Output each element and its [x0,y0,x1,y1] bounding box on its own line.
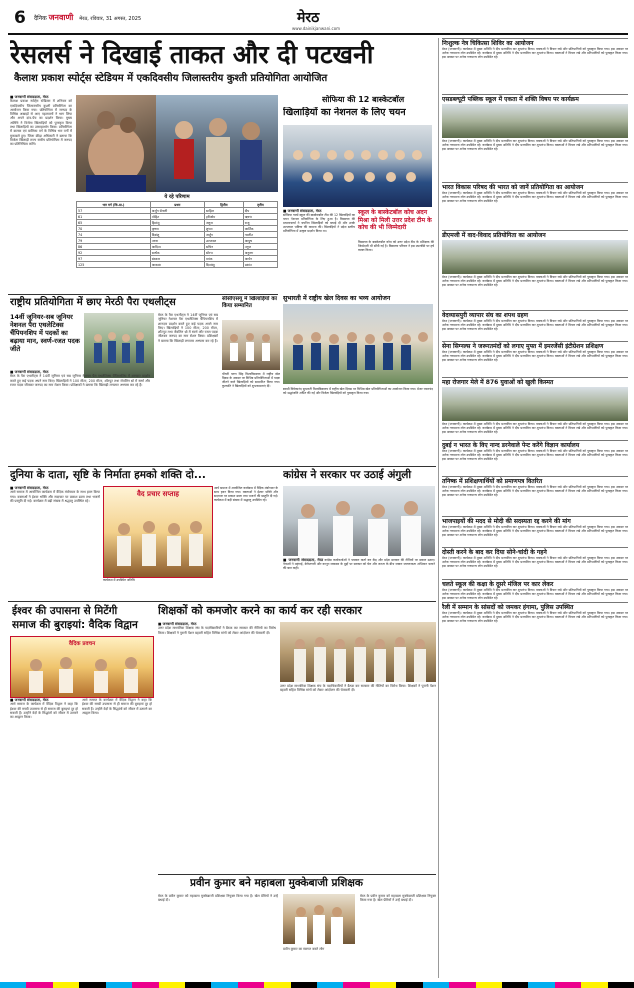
basket-side-headline: स्कूल के बास्केटबॉल कोच अदन मिश्रा को मिली उत्तर प्रदेश टीम के कोच की भी जिम्मेदारी [358,209,432,231]
results-cell: सचिन [204,244,243,250]
results-cell: साहिल [204,208,243,214]
colorbar-swatch [370,982,396,988]
praveen-caption: प्रवीन कुमार का स्वागत करते लोग [283,947,325,951]
right-column-divider [438,38,439,978]
results-column-header: प्रथम [150,202,204,208]
brand-block [34,12,141,23]
creator-body-3 [214,486,278,598]
results-cell: 65 [77,220,151,226]
results-cell: राजू [243,220,277,226]
right-story-body: मेरठ (जनवाणी): कार्यक्रम में मुख्य अतिथि ने दीप प्रज्वलित कर शुभारंभ किया। वक्ताओं ने विचार रखे और प्रतिभागियों को पुरस्कृत किया गया। इस अवसर पर अनेक गणमान्य लोग उपस्थित रहे। कार्यक्रम में मुख्य अतिथि ने दीप प्रज्वलित कर शुभारंभ किया। वक्ताओं ने विचार रखे और प्रतिभागियों को पुरस्कृत किया गया। इस अवसर पर अनेक गणमान्य लोग उपस्थित रहे। [442,449,628,462]
brand-name: जनवाणी [48,13,74,22]
sportsday-body: स्वामी विवेकानंद सुभारती विश्वविद्यालय में राष्ट्रीय खेल दिवस पर विभिन्न खेल प्रतियोगिताओं का आयोजन किया गया। मेजर ध्यानचंद को श्रद्धांजलि अर्पित की गई और विजेता खिलाड़ियों को पुरस्कृत किया गया। [283,387,433,396]
right-story [442,516,628,548]
creator-caption: कार्यक्रम में उपस्थित अतिथि [103,578,135,582]
results-cell: हिमांशु [150,220,204,226]
athletics-text: मेरठ के पैरा एथलीट्स ने 14वीं जूनियर एवं सब जूनियर नेशनल पैरा एथलेटिक्स चैंपियनशिप में शानदार प्रदर्शन करते हुए कई पदक अपने नाम किए। खिलाड़ियों ने 100 मीटर, 200 मीटर, शॉटपुट तथा जेवलिन थ्रो में स्वर्ण और रजत पदक जीतकर जनपद का नाम रोशन किया। प्रशिक्षकों ने बताया कि खिलाड़ी लगातार अभ्यास कर रहे हैं। [10,374,150,387]
results-body [77,208,278,268]
right-story-headline: तनिष्क में प्रशिक्षणार्थियों को प्रमाणपत्र वितरित [442,477,543,485]
results-cell: दिव्यांशु [204,262,243,268]
creator-ad-heading: वैद प्रचार सप्ताह [137,490,179,498]
right-story [442,94,628,182]
results-cell: 125 [77,262,151,268]
god-text: आर्य समाज के कार्यक्रम में वैदिक विद्वान ने कहा कि ईश्वर की सच्ची उपासना से ही समाज की बुराइयां दूर हो सकती हैं। उन्होंने वेदों के सिद्धांतों को जीवन में उतारने का आह्वान किया। [10,702,78,720]
colorbar-swatch [211,982,237,988]
creator-body-2 [103,578,211,600]
results-table-box [76,194,278,292]
results-cell: अनुज [204,220,243,226]
results-cell: आदित्य [150,244,204,250]
right-story [442,230,628,310]
colorbar-swatch [581,982,607,988]
felicitation-photo [222,320,280,370]
right-story [442,341,628,377]
results-cell: प्रशांत [243,262,277,268]
dateline: मेरठ, रविवार, 31 अगस्त, 2025 [79,16,142,22]
right-story [442,476,628,516]
lead-body [10,95,72,292]
right-story-body: मेरठ (जनवाणी): कार्यक्रम में मुख्य अतिथि ने दीप प्रज्वलित कर शुभारंभ किया। वक्ताओं ने विचार रखे और प्रतिभागियों को पुरस्कृत किया गया। इस अवसर पर अनेक गणमान्य लोग उपस्थित रहे। कार्यक्रम में मुख्य अतिथि ने दीप प्रज्वलित कर शुभारंभ किया। वक्ताओं ने विचार रखे और प्रतिभागियों को पुरस्कृत किया गया। इस अवसर पर अनेक गणमान्य लोग उपस्थित रहे। [442,318,628,331]
right-story [442,38,628,94]
colorbar-swatch [106,982,132,988]
results-cell: हरिओम [204,214,243,220]
basket-body [283,209,355,291]
felicitation-body: चौधरी चरण सिंह विश्वविद्यालय में राष्ट्रीय खेल दिवस के अवसर पर विभिन्न प्रतियोगिताओं में पदक जीतने वाले खिलाड़ियों को सम्मानित किया गया। कुलपति ने खिलाड़ियों को शुभकामनाएं दीं। [222,372,280,389]
right-story-photo [442,104,628,138]
congress-body [283,558,435,600]
brand-prefix: दैनिक [34,15,47,22]
basketball-team-photo [283,125,432,207]
colorbar-swatch [476,982,502,988]
right-story-headline: वेदव्यासपुरी व्यापार संघ का शपथ ग्रहण [442,311,529,319]
sports-crowd-icon [283,304,433,384]
praveen-body-2 [360,894,436,974]
right-story-headline: रैली में सम्मान के सांसदों को जमकर हंगामा, पुलिस उपस्थित [442,603,574,611]
results-column-header: भार वर्ग (कि.ग्रा.) [77,202,151,208]
results-table [76,201,278,268]
lead-byline: ■ जनवाणी संवाददाता, मेरठ [10,95,49,99]
teachers-body [158,622,276,772]
congress-byline: ■ जनवाणी संवाददाता, मेरठ [283,558,324,562]
masthead-rule [8,33,628,35]
right-story [442,579,628,602]
god-headline-2: समाज की बुराइयां: वैदिक विद्वान [12,619,138,631]
wrestling-photo-2 [156,95,278,192]
colorbar-swatch [185,982,211,988]
athletics-body-2 [158,313,218,463]
basket-kicker: सोफिया की 12 बास्केटबॉल [322,95,405,104]
congress-text: कांग्रेस कार्यकर्ताओं ने पत्रकार वार्ता कर केंद्र और प्रदेश सरकार की नीतियों पर सवाल उठाए। नेताओं ने महंगाई, बेरोजगारी और कानून व्यवस्था के मुद्दों पर सरकार को घेरा और जनता के बीच जाकर जागरूकता अभियान चलाने की बात कही। [283,558,435,571]
results-cell: ऋषभ [243,214,277,220]
lead-subhead: कैलाश प्रकाश स्पोर्ट्स स्टेडियम में एकदिवसीय जिलास्तरीय कुश्ती प्रतियोगिता आयोजित [14,73,328,84]
god-body [10,698,78,838]
results-cell: 79 [77,238,151,244]
god-banner-text: वैदिक प्रवचन [68,641,96,647]
results-cell: तनुज [243,244,277,250]
results-cell: तरुण [150,238,204,244]
sportsday-headline: सुभारती में राष्ट्रीय खेल दिवस का भव्य आयोजन [283,295,391,302]
right-story [442,440,628,476]
right-story-body: मेरठ (जनवाणी): कार्यक्रम में मुख्य अतिथि ने दीप प्रज्वलित कर शुभारंभ किया। वक्ताओं ने विचार रखे और प्रतिभागियों को पुरस्कृत किया गया। इस अवसर पर अनेक गणमान्य लोग उपस्थित रहे। कार्यक्रम में मुख्य अतिथि ने दीप प्रज्वलित कर शुभारंभ किया। वक्ताओं ने विचार रखे और प्रतिभागियों को पुरस्कृत किया गया। इस अवसर पर अनेक गणमान्य लोग उपस्थित रहे। [442,139,628,152]
praveen-body [158,894,278,974]
creator-text-2: आर्य समाज में आयोजित कार्यक्रम में वैदिक मंत्रोच्चार के साथ हवन किया गया। वक्ताओं ने ईश्वर भक्ति और सदाचार पर प्रकाश डाला तथा भजनों की प्रस्तुति दी गई। कार्यक्रम में बड़ी संख्या में श्रद्धालु उपस्थित रहे। [214,486,278,503]
colorbar-swatch [528,982,554,988]
right-story-body: मेरठ (जनवाणी): कार्यक्रम में मुख्य अतिथि ने दीप प्रज्वलित कर शुभारंभ किया। वक्ताओं ने विचार रखे और प्रतिभागियों को पुरस्कृत किया गया। इस अवसर पर अनेक गणमान्य लोग उपस्थित रहे। कार्यक्रम में मुख्य अतिथि ने दीप प्रज्वलित कर शुभारंभ किया। वक्ताओं ने विचार रखे और प्रतिभागियों को पुरस्कृत किया गया। इस अवसर पर अनेक गणमान्य लोग उपस्थित रहे। [442,556,628,569]
colorbar-swatch [502,982,528,988]
colorbar-swatch [608,982,634,988]
athletics-text-2: मेरठ के पैरा एथलीट्स ने 14वीं जूनियर एवं सब जूनियर नेशनल पैरा एथलेटिक्स चैंपियनशिप में शानदार प्रदर्शन करते हुए कई पदक अपने नाम किए। खिलाड़ियों ने 100 मीटर, 200 मीटर, शॉटपुट तथा जेवलिन थ्रो में स्वर्ण और रजत पदक जीतकर जनपद का नाम रोशन किया। प्रशिक्षकों ने बताया कि खिलाड़ी लगातार अभ्यास कर रहे हैं। [158,313,218,343]
colorbar-swatch [423,982,449,988]
god-text-2: आर्य समाज के कार्यक्रम में वैदिक विद्वान ने कहा कि ईश्वर की सच्ची उपासना से ही समाज की बुराइयां दूर हो सकती हैं। उन्होंने वेदों के सिद्धांतों को जीवन में उतारने का आह्वान किया। [82,698,152,715]
results-column-header: द्वितीय [204,202,243,208]
results-cell: अर्जुन सैनानी [150,208,204,214]
right-story-body: मेरठ (जनवाणी): कार्यक्रम में मुख्य अतिथि ने दीप प्रज्वलित कर शुभारंभ किया। वक्ताओं ने विचार रखे और प्रतिभागियों को पुरस्कृत किया गया। इस अवसर पर अनेक गणमान्य लोग उपस्थित रहे। कार्यक्रम में मुख्य अतिथि ने दीप प्रज्वलित कर शुभारंभ किया। वक्ताओं ने विचार रखे और प्रतिभागियों को पुरस्कृत किया गया। इस अवसर पर अनेक गणमान्य लोग उपस्थित रहे। [442,484,628,498]
sportsday-photo [283,304,433,384]
right-story-body: मेरठ (जनवाणी): कार्यक्रम में मुख्य अतिथि ने दीप प्रज्वलित कर शुभारंभ किया। वक्ताओं ने विचार रखे और प्रतिभागियों को पुरस्कृत किया गया। इस अवसर पर अनेक गणमान्य लोग उपस्थित रहे। कार्यक्रम में मुख्य अतिथि ने दीप प्रज्वलित कर शुभारंभ किया। वक्ताओं ने विचार रखे और प्रतिभागियों को पुरस्कृत किया गया। इस अवसर पर अनेक गणमान्य लोग उपस्थित रहे। [442,47,628,60]
right-story-body: मेरठ (जनवाणी): कार्यक्रम में मुख्य अतिथि ने दीप प्रज्वलित कर शुभारंभ किया। वक्ताओं ने विचार रखे और प्रतिभागियों को पुरस्कृत किया गया। इस अवसर पर अनेक गणमान्य लोग उपस्थित रहे। कार्यक्रम में मुख्य अतिथि ने दीप प्रज्वलित कर शुभारंभ किया। वक्ताओं ने विचार रखे और प्रतिभागियों को पुरस्कृत किया गया। इस अवसर पर अनेक गणमान्य लोग उपस्थित रहे। [442,421,628,435]
athletics-byline: ■ जनवाणी संवाददाता, मेरठ [10,370,49,374]
creator-rule [8,466,436,467]
colorbar-swatch [0,982,26,988]
congress-headline: कांग्रेस ने सरकार पर उठाई अंगुली [283,469,412,481]
athletics-headline: राष्ट्रीय प्रतियोगिता में छाए मेरठी पैरा एथलीट्स [10,297,176,308]
colorbar-swatch [132,982,158,988]
teachers-byline: ■ जनवाणी संवाददाता, मेरठ [158,622,197,626]
right-story [442,602,628,629]
results-cell: दीप [243,208,277,214]
wrestlers-figure-icon [76,95,156,192]
right-story-headline: निःशुल्क नेत्र चिकित्सा शिविर का आयोजन [442,40,534,47]
registration-colorbar [0,982,634,988]
basket-headline: खिलाड़ियों का नेशनल के लिए चयन [283,107,406,118]
creator-headline: दुनिया के दाता, सृष्टि के निर्माता हमको शक्ति दो... [10,469,206,481]
colorbar-swatch [159,982,185,988]
right-story-photo [442,240,628,274]
right-story-headline: दुबई न भारत के विए नान्द डरनेवाले पेन्ट करेंगे विज्ञान कार्यालय [442,442,580,450]
results-cell: दिवांशु [150,232,204,238]
basket-side-body: विद्यालय के बास्केटबॉल कोच को उत्तर प्रदेश टीम के प्रशिक्षक की जिम्मेदारी भी सौंपी गई है। विद्यालय परिवार ने इस उपलब्धि पर हर्ष व्यक्त किया। [358,240,434,253]
felicitation-headline: सीसीएसयू में खिलाड़ियों का किया सम्मानित [222,296,277,309]
right-story [442,377,628,440]
right-story-body: मेरठ (जनवाणी): कार्यक्रम में मुख्य अतिथि ने दीप प्रज्वलित कर शुभारंभ किया। वक्ताओं ने विचार रखे और प्रतिभागियों को पुरस्कृत किया गया। इस अवसर पर अनेक गणमान्य लोग उपस्थित रहे। कार्यक्रम में मुख्य अतिथि ने दीप प्रज्वलित कर शुभारंभ किया। वक्ताओं ने विचार रखे और प्रतिभागियों को पुरस्कृत किया गया। इस अवसर पर अनेक गणमान्य लोग उपस्थित रहे। [442,610,628,624]
people-icon [222,320,280,370]
results-cell: उज्जवल [204,238,243,244]
results-cell: मोहित [150,214,204,220]
athletics-subhead: 14वीं जूनियर-सब जूनियर नेशनल पैरा एथलेटिक्स चैंपियनशिप में पदकों का बढ़ाया मान, स्वर्ण-रजत पदक जीते [10,313,80,353]
teachers-photo [280,622,436,682]
colorbar-swatch [449,982,475,988]
basket-byline: ■ जनवाणी संवाददाता, मेरठ [283,209,322,213]
right-story-body: मेरठ (जनवाणी): कार्यक्रम में मुख्य अतिथि ने दीप प्रज्वलित कर शुभारंभ किया। वक्ताओं ने विचार रखे और प्रतिभागियों को पुरस्कृत किया गया। इस अवसर पर अनेक गणमान्य लोग उपस्थित रहे। कार्यक्रम में मुख्य अतिथि ने दीप प्रज्वलित कर शुभारंभ किया। वक्ताओं ने विचार रखे और प्रतिभागियों को पुरस्कृत किया गया। इस अवसर पर अनेक गणमान्य लोग उपस्थित रहे। [442,524,628,537]
right-column [442,38,628,978]
results-title: ये रहे परिणाम [164,194,190,200]
page-city: मेरठ [297,10,320,26]
colorbar-swatch [264,982,290,988]
results-cell: अर्जुन [204,232,243,238]
right-story [442,182,628,230]
teachers-headline: शिक्षकों को कमजोर करने का कार्य कर रही सरकार [158,604,362,617]
praveen-photo [283,894,355,944]
colorbar-swatch [79,982,105,988]
praveen-headline: प्रवीन कुमार बने महाबला मुक्केबाजी प्रशिक्षक [190,877,363,889]
praveen-text: मेरठ के प्रवीन कुमार को महाबला मुक्केबाजी प्रशिक्षक नियुक्त किया गया है। खेल प्रेमियों ने उन्हें बधाई दी। [158,894,278,903]
athletics-rule [8,294,278,295]
teachers-text: उत्तर प्रदेश माध्यमिक शिक्षक संघ के पदाधिकारियों ने बैठक कर सरकार की नीतियों का विरोध किया। शिक्षकों ने पुरानी पेंशन बहाली सहित विभिन्न मांगों को लेकर आंदोलन की चेतावनी दी। [158,626,276,635]
results-cell: 97 [77,256,151,262]
results-cell: आर्यन [243,256,277,262]
results-cell: सार्थक [150,250,204,256]
right-story-headline: एसडब्ल्यूटी पब्लिक स्कूल में एकता में शक्ति विषय पर कार्यक्रम [442,96,579,104]
right-story-headline: डीएमजी में वाद-विवाद प्रतियोगिता का आयोजन [442,231,546,239]
team-players-icon [283,125,432,207]
results-cell: 57 [77,208,151,214]
congress-photo [283,486,435,556]
god-body-2 [82,698,152,838]
colorbar-swatch [343,982,369,988]
praveen-rule [158,874,436,875]
results-cell: मयंक [204,256,243,262]
right-story-headline: दोस्ती करने के बाद कर दिया सोने-चांदी के गहने [442,549,547,557]
results-cell: आकाश [150,262,204,268]
results-cell: नवनीत [243,232,277,238]
creator-banner-photo [103,486,213,578]
right-story-headline: भारत विकास परिषद की भारत को जानें प्रतियोगिता का आयोजन [442,184,584,192]
results-cell: सौरभ [204,250,243,256]
page-number: 6 [14,8,26,28]
results-cell: कार्तिक [243,226,277,232]
basket-text: सोफिया गर्ल्स स्कूल की बास्केटबॉल टीम की 12 खिलाड़ियों का चयन नेशनल प्रतियोगिता के लिए हुआ है। विद्यालय की प्रधानाचार्या ने चयनित खिलाड़ियों को बधाई दी और उनके उज्जवल भविष्य की कामना की। खिलाड़ियों ने प्रदेश स्तरीय प्रतियोगिता में उत्कृष्ट प्रदर्शन किया था। [283,213,355,234]
wrestlers-group-icon [156,95,278,192]
colorbar-swatch [238,982,264,988]
teachers-body-2 [280,684,436,772]
results-cell: 86 [77,244,151,250]
right-story-headline: चलते स्कूल की कक्षा के दूसरे मंजिल पर कार लेकर [442,580,554,588]
right-story-headline: भाजपाइयों की मदद से मोदी की सदस्यता रद्द करने की मांग [442,517,571,525]
results-cell: संस्कार [150,256,204,262]
athletes-icon [84,313,154,378]
colorbar-swatch [26,982,52,988]
praveen-people-icon [283,894,355,944]
wrestling-photo [76,95,156,192]
results-cell: आयुष [243,238,277,244]
results-cell: 74 [77,232,151,238]
creator-body [10,486,100,598]
results-column-header: तृतीय [243,202,277,208]
god-headline: ईश्वर की उपासना से मिटेंगी [12,605,118,617]
athletics-body [10,370,150,464]
right-story [442,547,628,579]
results-cell: कृष्णा [150,226,204,232]
teachers-text-2: उत्तर प्रदेश माध्यमिक शिक्षक संघ के पदाधिकारियों ने बैठक कर सरकार की नीतियों का विरोध किया। शिक्षकों ने पुरानी पेंशन बहाली सहित विभिन्न मांगों को लेकर आंदोलन की चेतावनी दी। [280,684,436,693]
creator-byline: ■ जनवाणी संवाददाता, मेरठ [10,486,49,490]
colorbar-swatch [291,982,317,988]
website: www.dainikjanwani.com [292,26,341,31]
results-cell: 70 [77,226,151,232]
right-story-photo [442,387,628,421]
para-athletes-photo [84,313,154,378]
praveen-text-2: मेरठ के प्रवीन कुमार को महाबला मुक्केबाजी प्रशिक्षक नियुक्त किया गया है। खेल प्रेमियों ने उन्हें बधाई दी। [360,894,436,903]
results-row [77,262,278,268]
god-banner-photo [10,636,154,698]
right-story-headline: सेना सिग्नल्स ने जरूरतमंदों को लगाए मुफ्त में इमरजेंसी इंटीग्रेशन प्रशिक्षण [442,343,604,351]
right-story-body: मेरठ (जनवाणी): कार्यक्रम में मुख्य अतिथि ने दीप प्रज्वलित कर शुभारंभ किया। वक्ताओं ने विचार रखे और प्रतिभागियों को पुरस्कृत किया गया। इस अवसर पर अनेक गणमान्य लोग उपस्थित रहे। कार्यक्रम में मुख्य अतिथि ने दीप प्रज्वलित कर शुभारंभ किया। वक्ताओं ने विचार रखे और प्रतिभागियों को पुरस्कृत किया गया। इस अवसर पर अनेक गणमान्य लोग उपस्थित रहे। [442,587,628,600]
lead-text: कैलाश प्रकाश स्पोर्ट्स स्टेडियम में शनिवार को एकदिवसीय जिलास्तरीय कुश्ती प्रतियोगिता का आयोजन किया गया। प्रतियोगिता में जनपद के विभिन्न अखाड़ों से आए पहलवानों ने भाग लिया और अपने दांव-पेंच का प्रदर्शन किया। मुख्य अतिथि ने विजेता खिलाड़ियों को पुरस्कृत किया तथा खिलाड़ियों का उत्साहवर्धन किया। प्रतियोगिता में बालक एवं बालिका वर्ग के विभिन्न भार वर्गों में मुकाबले हुए। जिला क्रीड़ा अधिकारी ने बताया कि विजेता खिलाड़ी राज्य स्तरीय प्रतियोगिता में जनपद का प्रतिनिधित्व करेंगे। [10,99,72,147]
right-story-headline: महा रोजगार मेले में 876 युवाओं को खुली किस्मत [442,378,554,386]
right-story-body: मेरठ (जनवाणी): कार्यक्रम में मुख्य अतिथि ने दीप प्रज्वलित कर शुभारंभ किया। वक्ताओं ने विचार रखे और प्रतिभागियों को पुरस्कृत किया गया। इस अवसर पर अनेक गणमान्य लोग उपस्थित रहे। कार्यक्रम में मुख्य अतिथि ने दीप प्रज्वलित कर शुभारंभ किया। वक्ताओं ने विचार रखे और प्रतिभागियों को पुरस्कृत किया गया। इस अवसर पर अनेक गणमान्य लोग उपस्थित रहे। [442,191,628,204]
vedic-people-icon [11,647,153,693]
right-story [442,310,628,342]
lead-headline: रेसलर्स ने दिखाई ताकत और दी पटखनी [10,40,374,69]
results-cell: 61 [77,214,151,220]
congress-leaders-icon [283,486,435,556]
god-rule [8,601,436,602]
results-cell: शुभम [204,226,243,232]
colorbar-swatch [53,982,79,988]
results-cell: अनुराग [243,250,277,256]
god-byline: ■ जनवाणी संवाददाता, मेरठ [10,698,49,702]
colorbar-swatch [555,982,581,988]
creator-text: आर्य समाज में आयोजित कार्यक्रम में वैदिक मंत्रोच्चार के साथ हवन किया गया। वक्ताओं ने ईश्वर भक्ति और सदाचार पर प्रकाश डाला तथा भजनों की प्रस्तुति दी गई। कार्यक्रम में बड़ी संख्या में श्रद्धालु उपस्थित रहे। [10,490,100,503]
colorbar-swatch [396,982,422,988]
right-story-body: मेरठ (जनवाणी): कार्यक्रम में मुख्य अतिथि ने दीप प्रज्वलित कर शुभारंभ किया। वक्ताओं ने विचार रखे और प्रतिभागियों को पुरस्कृत किया गया। इस अवसर पर अनेक गणमान्य लोग उपस्थित रहे। कार्यक्रम में मुख्य अतिथि ने दीप प्रज्वलित कर शुभारंभ किया। वक्ताओं ने विचार रखे और प्रतिभागियों को पुरस्कृत किया गया। इस अवसर पर अनेक गणमान्य लोग उपस्थित रहे। [442,350,628,363]
right-story-body: मेरठ (जनवाणी): कार्यक्रम में मुख्य अतिथि ने दीप प्रज्वलित कर शुभारंभ किया। वक्ताओं ने विचार रखे और प्रतिभागियों को पुरस्कृत किया गया। इस अवसर पर अनेक गणमान्य लोग उपस्थित रहे। कार्यक्रम में मुख्य अतिथि ने दीप प्रज्वलित कर शुभारंभ किया। वक्ताओं ने विचार रखे और प्रतिभागियों को पुरस्कृत किया गया। इस अवसर पर अनेक गणमान्य लोग उपस्थित रहे। [442,274,628,288]
teachers-group-icon [280,622,436,682]
ceremony-people-icon [104,499,212,569]
results-cell: 92 [77,250,151,256]
colorbar-swatch [317,982,343,988]
